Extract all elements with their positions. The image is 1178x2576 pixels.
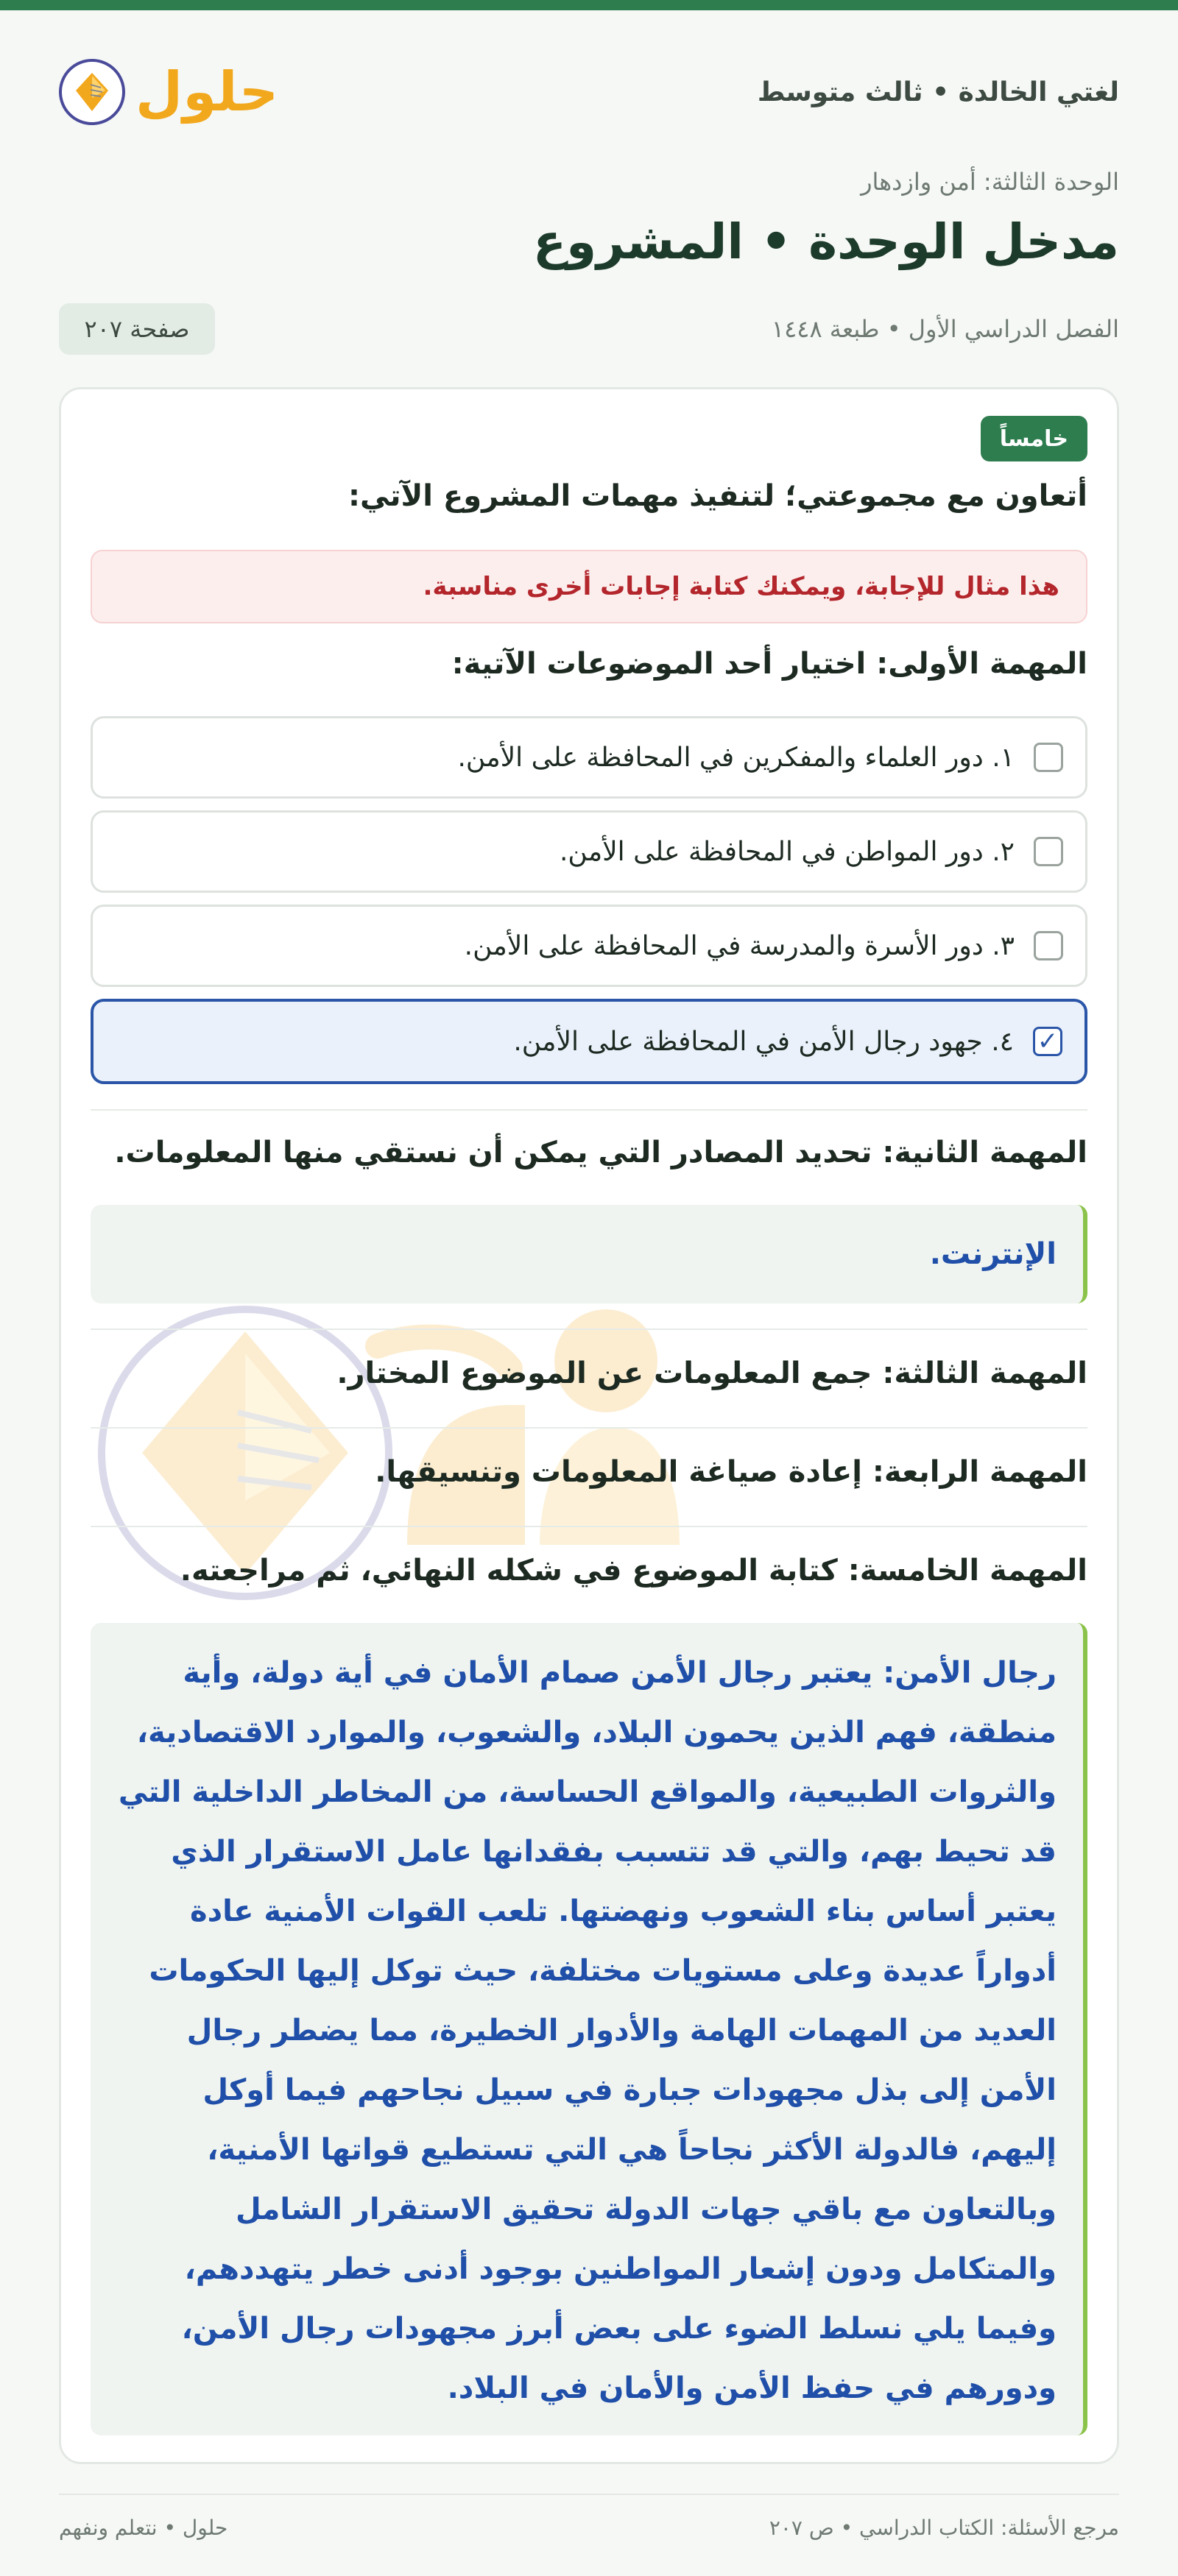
task-two-answer: الإنترنت. [91,1205,1087,1303]
checkbox-empty-icon[interactable] [1034,931,1063,960]
option-2[interactable] [91,810,1087,893]
footer-reference: مرجع الأسئلة: الكتاب الدراسي • ص ٢٠٧ [769,2516,1119,2540]
task-two-heading: المهمة الثانية: تحديد المصادر التي يمكن أن نستقي منها المعلومات. [114,1136,1087,1170]
page-title: مدخل الوحدة • المشروع [533,213,1119,270]
check-icon[interactable]: ✓ [1033,1027,1062,1056]
logo[interactable] [59,59,278,125]
question-number-tag: خامساً [981,416,1087,461]
edition-label: الفصل الدراسي الأول • طبعة ١٤٤٨ [771,315,1119,343]
option-label: ٢. دور المواطن في المحافظة على الأمن. [559,836,1015,867]
option-1[interactable] [91,716,1087,799]
header [59,44,1119,140]
top-accent-bar [0,0,1178,10]
divider [91,1526,1087,1527]
task-four-heading: المهمة الرابعة: إعادة صياغة المعلومات وتنسيقها. [375,1455,1087,1489]
task-five-heading: المهمة الخامسة: كتابة الموضوع في شكله النهائي، ثم مراجعته. [180,1554,1087,1588]
divider [91,1427,1087,1429]
question-card [59,387,1119,2464]
card-content [61,389,1117,2462]
option-3[interactable] [91,905,1087,987]
answer-note: هذا مثال للإجابة، ويمكنك كتابة إجابات أخرى مناسبة. [91,550,1087,623]
footer-brand: حلول • نتعلم ونفهم [59,2516,228,2540]
option-label: ١. دور العلماء والمفكرين في المحافظة على الأمن. [457,742,1015,773]
task-one-heading: المهمة الأولى: اختيار أحد الموضوعات الآتية: [451,647,1087,681]
divider [91,1109,1087,1111]
task-three-heading: المهمة الثالثة: جمع المعلومات عن الموضوع المختار. [336,1356,1087,1390]
option-label: ٤. جهود رجال الأمن في المحافظة على الأمن. [513,1026,1014,1057]
book-title: لغتي الخالدة • ثالث متوسط [757,77,1119,107]
footer-divider [59,2494,1119,2495]
book-logo-icon [59,59,125,125]
task-five-answer: رجال الأمن: يعتبر رجال الأمن صمام الأمان في أية دولة، وأية منطقة، فهم الذين يحمون البلاد، والشعوب، والموارد الاقتصادية، والثروات الطبيعية، والمواقع الحساسة، من المخاطر الداخلية التي قد تحيط بهم، والتي قد تتسبب بفقدانها عامل الاستقرار الذي يعتبر أساس بناء الشعوب ونهضتها. تلعب القوات الأمنية عادة أدواراً عديدة وعلى مستويات مختلفة، حيث توكل إليها الحكومات العديد من المهمات الهامة والأدوار الخطيرة، مما يضطر رجال الأمن إلى بذل مجهودات جبارة في سبيل نجاحهم فيما أوكل إليهم، فالدولة الأكثر نجاحاً هي التي تستطيع قواتها الأمنية، وبالتعاون مع باقي جهات الدولة تحقيق الاستقرار الشامل والمتكامل ودون إشعار المواطنين بوجود أدنى خطر يتهددهم، وفيما يلي نسلط الضوء على بعض أبرز مجهودات رجال الأمن، ودورهم في حفظ الأمن والأمان في البلاد. [91,1623,1087,2435]
divider [91,1328,1087,1330]
checkbox-empty-icon[interactable] [1034,837,1063,866]
option-4-selected[interactable] [91,999,1087,1084]
question-title: أتعاون مع مجموعتي؛ لتنفيذ مهمات المشروع الآتي: [348,479,1087,513]
page-number-badge: صفحة ٢٠٧ [59,303,215,355]
option-label: ٣. دور الأسرة والمدرسة في المحافظة على الأمن. [464,930,1015,961]
unit-label: الوحدة الثالثة: أمن وازدهار [861,168,1119,196]
checkbox-empty-icon[interactable] [1034,743,1063,772]
logo-text: حلول [135,60,279,124]
